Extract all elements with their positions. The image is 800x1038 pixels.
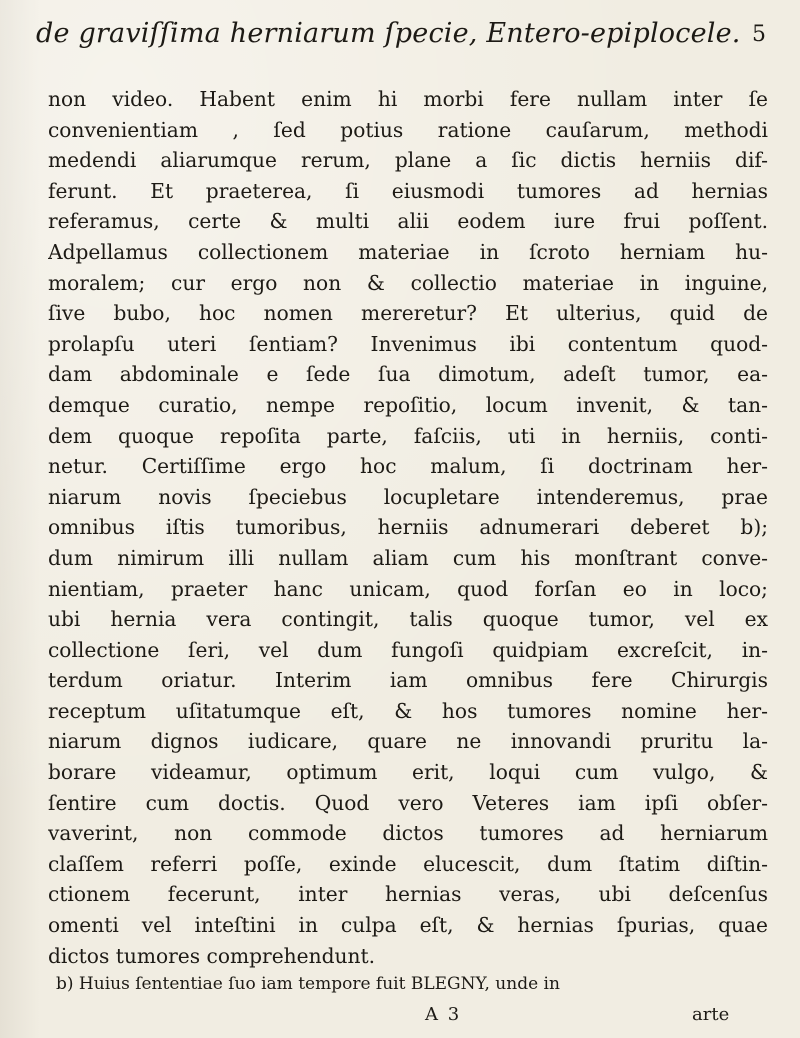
page-number: 5 bbox=[752, 22, 766, 47]
text-line: moralem; cur ergo non & collectio materiae in inguine, bbox=[48, 270, 768, 295]
text-line: netur. Certiſſime ergo hoc malum, ſi doctrinam her- bbox=[48, 454, 768, 479]
text-line: dum nimirum illi nullam aliam cum his monſtrant conve- bbox=[48, 545, 768, 570]
text-line: medendi aliarumque rerum, plane a ſic dictis herniis dif- bbox=[48, 148, 768, 173]
text-line: convenientiam , ſed potius ratione cauſarum, methodi bbox=[48, 117, 768, 142]
text-line: borare videamur, optimum erit, loqui cum vulgo, & bbox=[48, 760, 768, 785]
page-header bbox=[36, 18, 766, 64]
text-line: non video. Habent enim hi morbi fere nullam inter ſe bbox=[48, 87, 768, 111]
text-line: collectione ſeri, vel dum fungoſi quidpiam excreſcit, in- bbox=[48, 637, 768, 662]
text-line: claſſem referri poſſe, exinde elucescit, dum ſtatim diſtin- bbox=[48, 851, 768, 876]
text-line: omenti vel inteſtini in culpa eſt, & hernias ſpurias, quae bbox=[48, 913, 768, 938]
text-line: referamus, certe & multi alii eodem iure frui poſſent. bbox=[48, 209, 768, 234]
text-line: ſentire cum doctis. Quod vero Veteres iam ipſi obſer- bbox=[48, 790, 768, 815]
text-line: ubi hernia vera contingit, talis quoque tumor, vel ex bbox=[48, 607, 768, 632]
running-title: de graviſſima herniarum ſpecie, Entero-epiplocele. bbox=[36, 18, 741, 49]
text-line: nientiam, praeter hanc unicam, quod forſan eo in loco; bbox=[48, 576, 768, 601]
text-line: prolapſu uteri ſentiam? Invenimus ibi contentum quod- bbox=[48, 331, 768, 356]
text-line: niarum novis ſpeciebus locupletare intenderemus, prae bbox=[48, 484, 768, 509]
text-line: ctionem fecerunt, inter hernias veras, ubi deſcenſus bbox=[48, 882, 768, 907]
text-line: terdum oriatur. Interim iam omnibus fere Chirurgis bbox=[48, 668, 768, 693]
text-line: dictos tumores comprehendunt. bbox=[48, 943, 376, 968]
text-line: demque curatio, nempe repoſitio, locum invenit, & tan- bbox=[48, 392, 768, 417]
text-line: ferunt. Et praeterea, ſi eiusmodi tumores ad hernias bbox=[48, 178, 768, 203]
catchword: arte bbox=[692, 1004, 730, 1025]
text-line: dem quoque repoſita parte, faſciis, uti in herniis, conti- bbox=[48, 423, 768, 448]
page-footer bbox=[0, 1004, 800, 1034]
text-line: receptum uſitatumque eſt, & hos tumores nomine her- bbox=[48, 698, 768, 723]
main-text-block bbox=[48, 84, 768, 971]
footnote: b) Huius ſententiae ſuo iam tempore fuit BLEGNY, unde in bbox=[56, 974, 560, 994]
text-line: Adpellamus collectionem materiae in ſcroto herniam hu- bbox=[48, 239, 768, 264]
text-line: vaverint, non commode dictos tumores ad herniarum bbox=[48, 821, 768, 846]
signature-mark: A 3 bbox=[425, 1004, 462, 1025]
text-line: dam abdominale e ſede ſua dimotum, adeſt tumor, ea- bbox=[48, 362, 768, 387]
text-line: ſive bubo, hoc nomen mereretur? Et ulterius, quid de bbox=[48, 301, 768, 326]
text-line: omnibus iſtis tumoribus, herniis adnumerari deberet b); bbox=[48, 515, 768, 540]
text-line: niarum dignos iudicare, quare ne innovandi pruritu la- bbox=[48, 729, 768, 754]
